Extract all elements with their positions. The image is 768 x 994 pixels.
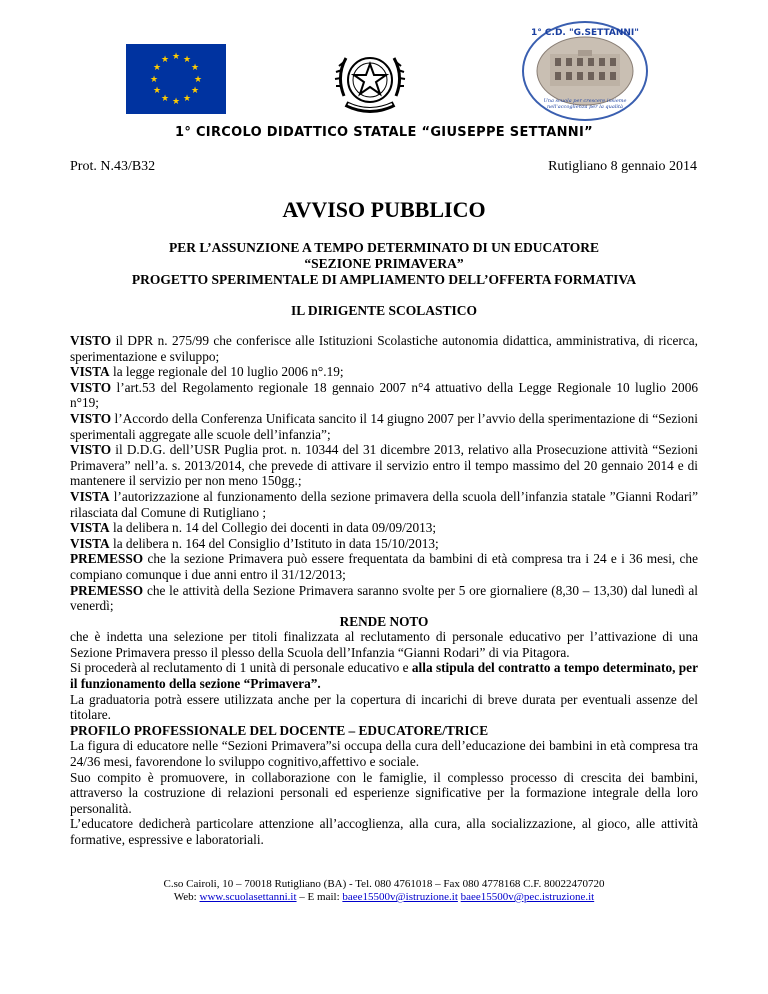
paragraph-text: la legge regionale del 10 luglio 2006 n°.19;: [109, 364, 344, 380]
school-name: 1° CIRCOLO DIDATTICO STATALE “GIUSEPPE SETTANNI”: [175, 125, 593, 140]
keyword: VISTA: [70, 520, 110, 536]
page-title: AVVISO PUBBLICO: [282, 197, 486, 222]
signatory-heading: IL DIRIGENTE SCOLASTICO: [290, 303, 478, 318]
section-heading: [70, 723, 698, 739]
keyword: PREMESSO: [70, 582, 144, 598]
paragraph: [70, 489, 698, 520]
paragraph-text: Si procederà al reclutamento di 1 unità di personale educativo e: [70, 660, 412, 676]
footer-contacts: [0, 891, 768, 904]
keyword: VISTO: [70, 410, 112, 426]
paragraph-text: il D.D.G. dell’USR Puglia prot. n. 10344 del 31 dicembre 2013, relativo alla Prosecuzione attività “Sezioni Primavera” nell’a. s. 2013/2014, che prevede di attivare il servizio entro il tempo massimo del 20 gennaio 2014 e di mantenere il servizio per non meno 150gg.;: [70, 442, 698, 489]
svg-text:★: ★: [160, 94, 170, 104]
paragraph-text: che le attività della Sezione Primavera saranno svolte per 5 ore giornaliere (8,30 – 13,30) dal lunedì al venerdì;: [70, 582, 698, 614]
paragraph-text: l’art.53 del Regolamento regionale 18 gennaio 2007 n°4 attuativo della Legge Regionale 10 luglio 2006 n°19;: [70, 379, 698, 411]
svg-text:★: ★: [152, 63, 162, 73]
rende-noto-heading: RENDE NOTO: [339, 613, 429, 629]
email-link[interactable]: baee15500v@istruzione.it: [342, 891, 458, 903]
keyword: VISTO: [70, 442, 112, 458]
keyword: VISTA: [70, 488, 110, 504]
svg-text:★: ★: [160, 55, 170, 65]
paragraph-text: il DPR n. 275/99 che conferisce alle Istituzioni Scolastiche autonomia didattica, amministrativa, di ricerca, sperimentazione e sviluppo;: [70, 333, 698, 364]
paragraph: [70, 380, 698, 411]
keyword: PREMESSO: [70, 551, 144, 567]
paragraph: [70, 660, 698, 691]
subtitle-line: “SEZIONE PRIMAVERA”: [304, 256, 464, 271]
svg-text:★: ★: [182, 55, 192, 65]
paragraph-text: che la sezione Primavera può essere frequentata da bambini di età compresa tra i 24 e i 36 mesi, che compiano comunque i due anni entro il 31/12/2013;: [70, 551, 698, 582]
svg-text:★: ★: [152, 86, 162, 96]
document-date: Rutigliano 8 gennaio 2014: [548, 159, 697, 174]
svg-text:★: ★: [182, 94, 192, 104]
section-heading-text: PROFILO PROFESSIONALE DEL DOCENTE – EDUCATORE/TRICE: [70, 722, 489, 738]
svg-text:★: ★: [193, 75, 203, 85]
footer-address: C.so Cairoli, 10 – 70018 Rutigliano (BA) - Tel. 080 4761018 – Fax 080 4778168 C.F. 80022470720: [163, 878, 605, 890]
paragraph: L’educatore dedicherà particolare attenzione all’accoglienza, alla cura, alla socializzazione, al gioco, alle attività formative, espressive e laboratoriali.: [70, 816, 698, 847]
website-link[interactable]: www.scuolasettanni.it: [199, 891, 297, 903]
paragraph: [70, 442, 698, 489]
keyword: VISTO: [70, 379, 112, 395]
paragraph: La figura di educatore nelle “Sezioni Primavera”si occupa della cura dell’educazione dei bambini in età compresa tra 24/36 mesi, favorendone lo sviluppo cognitivo,affettivo e sociale.: [70, 738, 698, 770]
paragraph: [70, 411, 698, 442]
italian-republic-emblem-icon: [330, 42, 410, 122]
paragraph-text: l’Accordo della Conferenza Unificata sancito il 14 giugno 2007 per l’avvio della sperimentazione di “Sezioni sperimentali aggregate alle scuole dell’infanzia”;: [70, 410, 698, 442]
svg-text:★: ★: [171, 52, 181, 62]
subtitle-line: PER L’ASSUNZIONE A TEMPO DETERMINATO DI UN EDUCATORE: [169, 240, 599, 255]
paragraph-text: la delibera n. 164 del Consiglio d’Istituto in data 15/10/2013;: [109, 535, 439, 551]
paragraph: [70, 583, 698, 614]
web-label: Web:: [173, 891, 200, 903]
paragraph: [70, 333, 698, 364]
document-body: [70, 333, 698, 848]
email-label: – E mail:: [296, 891, 343, 903]
subtitle: [0, 240, 768, 288]
paragraph-text: l’autorizzazione al funzionamento della sezione primavera della scuola dell’infanzia statale ”Gianni Rodari” rilasciata dal Comune di Rutigliano ;: [70, 488, 698, 520]
pec-email-link[interactable]: baee15500v@pec.istruzione.it: [460, 891, 595, 903]
eu-flag-icon: [126, 44, 226, 114]
keyword: VISTA: [70, 364, 110, 380]
paragraph-text: la delibera n. 14 del Collegio dei docenti in data 09/09/2013;: [109, 520, 437, 536]
paragraph: [70, 520, 698, 536]
subtitle-line: PROGETTO SPERIMENTALE DI AMPLIAMENTO DELL’OFFERTA FORMATIVA: [131, 272, 637, 287]
protocol-number: Prot. N.43/B32: [70, 159, 156, 174]
paragraph: [70, 364, 698, 380]
school-logo: [520, 20, 650, 122]
footer: [0, 878, 768, 904]
svg-text:★: ★: [149, 75, 159, 85]
school-logo-text-bottom: Una scuola per crescere insieme nell'accoglienza per la qualità: [543, 98, 627, 110]
logos-row: [0, 20, 768, 120]
paragraph: [70, 551, 698, 582]
svg-text:★: ★: [190, 63, 200, 73]
paragraph: La graduatoria potrà essere utilizzata anche per la copertura di incarichi di breve durata per eventuali assenze del titolare.: [70, 691, 698, 723]
paragraph: [70, 536, 698, 552]
svg-text:★: ★: [171, 97, 181, 107]
paragraph-bold-text: alla stipula del contratto a tempo determinato, per il funzionamento della sezione “Primavera”.: [70, 660, 698, 692]
keyword: VISTA: [70, 535, 110, 551]
svg-text:★: ★: [190, 86, 200, 96]
keyword: VISTO: [70, 333, 112, 348]
school-logo-text-top: 1° C.D. "G.SETTANNI": [531, 28, 639, 38]
paragraph: Suo compito è promuovere, in collaborazione con le famiglie, il complesso processo di crescita dei bambini, attraverso la costruzione di relazioni personali ed esperienze significative per la formazione integrale della loro personalità.: [70, 769, 698, 816]
paragraph: che è indetta una selezione per titoli finalizzata al reclutamento di personale educativo per l’attivazione di una Sezione Primavera presso il plesso della Scuola dell’Infanzia “Gianni Rodari” di via Pitagora.: [70, 629, 698, 660]
